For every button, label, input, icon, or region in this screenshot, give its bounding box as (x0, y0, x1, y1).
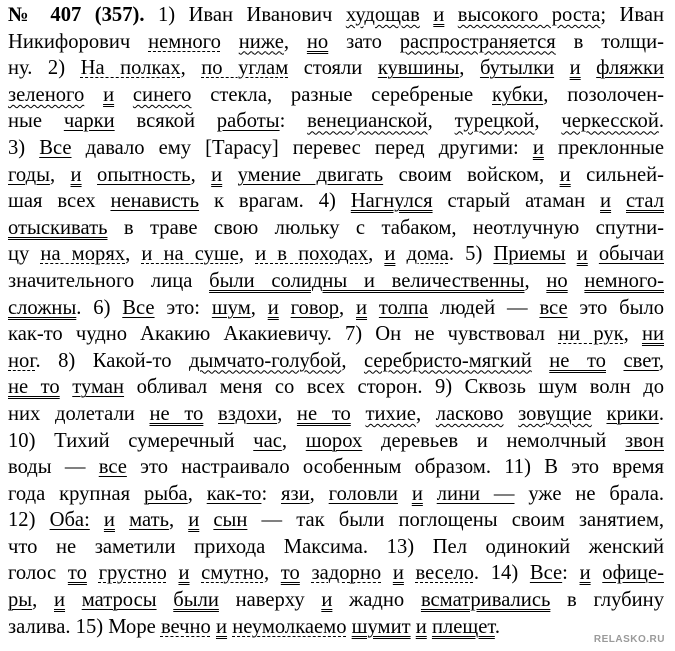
marked-word: туман (72, 376, 125, 399)
text-line (8, 401, 664, 428)
text-run (279, 297, 291, 319)
marked-word: и (103, 83, 115, 106)
text-run: , (415, 402, 436, 425)
text-run (351, 403, 366, 425)
text-run: это было (567, 296, 665, 319)
text-run (566, 243, 577, 265)
text-run: в глубину (550, 589, 665, 612)
text-run (167, 562, 179, 584)
marked-word: и (188, 509, 200, 532)
text-run: . 14) (473, 562, 530, 585)
marked-word: сын (213, 509, 248, 532)
text-run: , (623, 323, 642, 346)
text-line (8, 507, 664, 534)
marked-word: черкесской (561, 110, 659, 133)
text-run: , (339, 296, 357, 319)
text-run: в траве свою люльку с табаком, неотлучную спутни- (107, 216, 664, 239)
marked-word: были (173, 589, 219, 612)
text-run: преклонные (543, 136, 664, 159)
text-run (606, 350, 624, 372)
text-line (8, 2, 664, 29)
text-run (190, 562, 202, 584)
text-run (420, 4, 433, 26)
text-run (300, 562, 312, 584)
marked-word: и (103, 509, 115, 532)
text-run: сильней- (570, 163, 664, 186)
marked-word: ни рук (558, 323, 624, 346)
text-run: . (494, 615, 500, 638)
text-run: . 6) (76, 296, 123, 319)
text-run: года крупная (8, 482, 144, 505)
marked-word: шорох (305, 429, 363, 452)
marked-word: как-то (206, 482, 262, 505)
text-run: наверху (218, 589, 322, 612)
text-line (8, 321, 664, 348)
marked-word: ласково (435, 402, 504, 425)
text-run: , (427, 110, 455, 133)
text-run (568, 270, 585, 292)
marked-word: худощав (345, 4, 420, 26)
text-run: — так были поглощены своим занятием, (247, 509, 665, 532)
text-run (611, 190, 626, 212)
text-run: значительного лица (8, 269, 210, 292)
text-run: 12) (8, 509, 50, 532)
marked-word: зовущие (518, 402, 592, 425)
text-run: . (658, 402, 664, 425)
marked-word: головли (328, 482, 398, 505)
text-run: , (32, 589, 54, 612)
text-run: , (238, 243, 256, 266)
marked-word: и (54, 589, 66, 612)
marked-word: кубки (492, 83, 544, 106)
text-line (8, 82, 664, 109)
marked-word: и (70, 163, 82, 186)
marked-word: бутылки (479, 57, 555, 80)
marked-word: офице- (602, 562, 664, 585)
text-run (65, 589, 82, 611)
text-run: , (534, 110, 562, 133)
text-line (8, 108, 664, 135)
text-run: своим войском, (383, 163, 560, 186)
text-run: , (658, 349, 664, 372)
text-run: : (261, 482, 282, 505)
marked-word: стал (626, 190, 664, 213)
text-run: , (187, 482, 207, 505)
text-run: уже не брала. (514, 482, 664, 505)
marked-word: и (356, 296, 368, 319)
marked-word: все (539, 296, 568, 319)
marked-word: но (546, 269, 568, 292)
text-run: , (309, 482, 329, 505)
marked-word: чарки (63, 110, 115, 133)
marked-word: не то (296, 402, 351, 425)
marked-word: ненависть (110, 190, 200, 213)
text-run (60, 376, 73, 398)
text-run: всякой (114, 110, 217, 133)
marked-word: лини — (436, 482, 515, 505)
marked-word: то (67, 562, 87, 585)
text-run (532, 350, 550, 372)
text-run: , (368, 243, 385, 266)
text-run (381, 562, 393, 584)
marked-word: распространяется (399, 30, 556, 53)
marked-word: и в походах (255, 243, 369, 266)
text-run: стекла, разные серебреные (191, 83, 493, 106)
marked-word: не то (8, 376, 60, 399)
marked-word: работы (216, 110, 280, 133)
marked-word: задорно (311, 562, 382, 585)
marked-word: язи (281, 482, 310, 505)
marked-word: крики (606, 402, 659, 425)
marked-word: отыскивать (8, 216, 108, 239)
text-run (90, 509, 104, 531)
marked-word: фляжки (596, 57, 665, 80)
text-run: , (168, 509, 189, 532)
marked-word: и (433, 4, 445, 26)
marked-word: плещет (431, 615, 495, 638)
text-run: жадно (332, 589, 421, 612)
marked-word: ниже (238, 30, 284, 53)
marked-word: и (267, 296, 279, 319)
marked-word: смутно (201, 562, 264, 585)
marked-word: немного- (584, 269, 664, 292)
text-run: 10) Тихий сумеречный (8, 429, 254, 452)
marked-word: матросы (81, 589, 157, 612)
text-run: . (658, 110, 665, 133)
text-run: шая всех (8, 190, 111, 213)
marked-word: тихие (365, 402, 416, 425)
text-run (157, 589, 174, 611)
text-run: , (459, 57, 480, 80)
marked-word: и (411, 482, 423, 505)
text-run: : (279, 110, 308, 133)
text-line (8, 428, 664, 455)
marked-word: и (216, 615, 228, 638)
marked-word: грустно (98, 562, 167, 585)
text-run: давало ему [Тарасу] перевес перед другими: (71, 136, 533, 159)
marked-word: все (98, 456, 127, 479)
text-run: , (263, 562, 281, 585)
marked-word: Все (39, 136, 72, 159)
text-run: , (341, 349, 364, 372)
marked-word: турецкой (454, 110, 535, 133)
marked-word: рыба (143, 482, 188, 505)
text-line (8, 614, 664, 641)
marked-word: по углам (201, 57, 289, 80)
marked-word: говор (290, 296, 340, 319)
text-run: , (283, 30, 307, 53)
text-run: это: (154, 296, 212, 319)
text-line (8, 162, 664, 189)
text-run: 3) (8, 136, 40, 159)
marked-word: опытность (97, 163, 191, 186)
text-run: стояли (288, 57, 378, 80)
text-run: , (190, 163, 212, 186)
text-run (404, 562, 416, 584)
text-run: , (180, 57, 202, 80)
text-run: обливал меня со всех сторон. 9) Сквозь шум волн до (124, 376, 664, 399)
marked-word: венецианской (307, 110, 428, 133)
marked-word: и (392, 562, 404, 585)
marked-word: и (576, 243, 588, 266)
text-run (554, 57, 570, 79)
marked-word: Все (529, 562, 563, 585)
text-line (8, 348, 664, 375)
text-run: 1) Иван Иванович (157, 4, 346, 26)
marked-word: и (211, 163, 223, 186)
marked-word: и (579, 562, 591, 585)
text-line (8, 295, 664, 322)
text-run: в толщи- (555, 30, 664, 53)
marked-word: Приемы (493, 243, 566, 266)
text-run (82, 164, 97, 186)
text-run: старый атаман (432, 190, 601, 213)
text-run (221, 31, 239, 53)
marked-word: Все (122, 296, 155, 319)
marked-word: мать (129, 509, 169, 532)
marked-word: обычаи (598, 243, 665, 266)
marked-word: и (600, 190, 612, 213)
marked-word: час (253, 429, 282, 452)
text-line (8, 587, 664, 614)
text-line (8, 374, 664, 401)
text-run: ные (8, 110, 64, 133)
marked-word: толпа (378, 296, 429, 319)
text-run: , (49, 163, 71, 186)
text-run (423, 483, 437, 505)
text-run: деревьев и немолчный (362, 429, 625, 452)
marked-word: не то (149, 402, 204, 425)
marked-word: На полках (80, 57, 181, 80)
marked-word: ног (8, 349, 36, 372)
marked-word: серебристо-мягкий (363, 349, 532, 372)
exercise-text (8, 2, 664, 640)
text-run (115, 509, 129, 531)
marked-word: и (384, 243, 396, 266)
marked-word: неумолкаемо (232, 615, 347, 638)
marked-word: и (415, 615, 427, 638)
text-run (592, 403, 607, 425)
text-run: . 5) (448, 243, 494, 266)
text-line (8, 55, 664, 82)
text-run: залива. 15) Море (8, 615, 161, 638)
marked-word: и (321, 589, 333, 612)
text-line (8, 188, 664, 215)
text-run (591, 562, 603, 584)
marked-word: высокого роста (457, 4, 601, 26)
marked-word: и на суше (141, 243, 239, 266)
text-run (199, 509, 213, 531)
text-run (444, 4, 457, 26)
marked-word: немного (148, 30, 221, 53)
text-run: : (562, 562, 580, 585)
marked-word: ни (641, 323, 665, 346)
marked-word: синего (132, 83, 192, 106)
marked-word: годы (8, 163, 50, 186)
text-run (87, 562, 99, 584)
text-run: цу (8, 243, 41, 266)
text-run: что не заметили прихода Максима. 13) Пел одинокий женский (8, 535, 664, 558)
text-run: ; Иван (600, 4, 665, 26)
marked-word: дымчато-голубой (189, 349, 342, 372)
text-run (398, 483, 412, 505)
text-line (8, 29, 664, 56)
text-run: , (281, 429, 306, 452)
text-run: , (524, 269, 547, 292)
text-run (222, 164, 237, 186)
marked-word: вечно (160, 615, 211, 638)
marked-word: Оба: (49, 509, 90, 532)
marked-word: кувшины (377, 57, 460, 80)
text-run (581, 57, 597, 79)
text-run (203, 403, 218, 425)
text-run (503, 403, 518, 425)
marked-word: и (569, 57, 581, 80)
marked-word: и (532, 136, 544, 159)
text-run: , позолочен- (543, 83, 664, 106)
marked-word: зеленого (8, 83, 85, 106)
text-run: , (250, 296, 268, 319)
text-line (8, 268, 664, 295)
marked-word: сложны (8, 296, 77, 319)
text-run (367, 297, 379, 319)
text-run (395, 243, 406, 265)
marked-word: вздохи (218, 402, 278, 425)
text-line (8, 135, 664, 162)
marked-word: и (178, 562, 190, 585)
marked-word: Нагнулся (350, 190, 433, 213)
marked-word: дома (406, 243, 449, 266)
marked-word: весело (415, 562, 474, 585)
text-line (8, 215, 664, 242)
text-run (114, 84, 133, 106)
text-run: . 8) Какой-то (35, 349, 190, 372)
marked-word: были солидны и величественны (209, 269, 525, 292)
marked-word: свет (623, 349, 659, 372)
text-run: ну. 2) (8, 57, 81, 80)
text-run: воды — (8, 456, 99, 479)
marked-word: на морях (40, 243, 126, 266)
watermark: RELASKO.RU (593, 634, 665, 645)
text-run (588, 243, 599, 265)
exercise-number: № 407 (357). (8, 4, 145, 26)
text-run: к врагам. 4) (199, 190, 351, 213)
text-run: Никифорович (8, 30, 149, 53)
marked-word: и (559, 163, 571, 186)
marked-word: ры (8, 589, 33, 612)
text-run (84, 84, 103, 106)
text-run: это настраивало особенным образом. 11) В это время (126, 456, 664, 479)
text-run: них долетали (8, 402, 150, 425)
text-line (8, 534, 664, 561)
text-run: , (125, 243, 142, 266)
marked-word: не то (549, 349, 606, 372)
text-run: , (277, 402, 297, 425)
text-run: людей — (428, 296, 540, 319)
marked-word: звон (624, 429, 664, 452)
text-run: зато (328, 30, 400, 53)
text-line (8, 454, 664, 481)
marked-word: всматривались (420, 589, 551, 612)
text-line (8, 560, 664, 587)
marked-word: то (280, 562, 300, 585)
marked-word: умение двигать (237, 163, 384, 186)
marked-word: но (306, 30, 329, 53)
marked-word: шум (211, 296, 251, 319)
text-line (8, 241, 664, 268)
text-line (8, 481, 664, 508)
text-run: как-то чудно Акакию Акакиевичу. 7) Он не чувствовал (8, 323, 559, 346)
text-run: голос (8, 562, 68, 585)
marked-word: шумит (351, 615, 411, 638)
